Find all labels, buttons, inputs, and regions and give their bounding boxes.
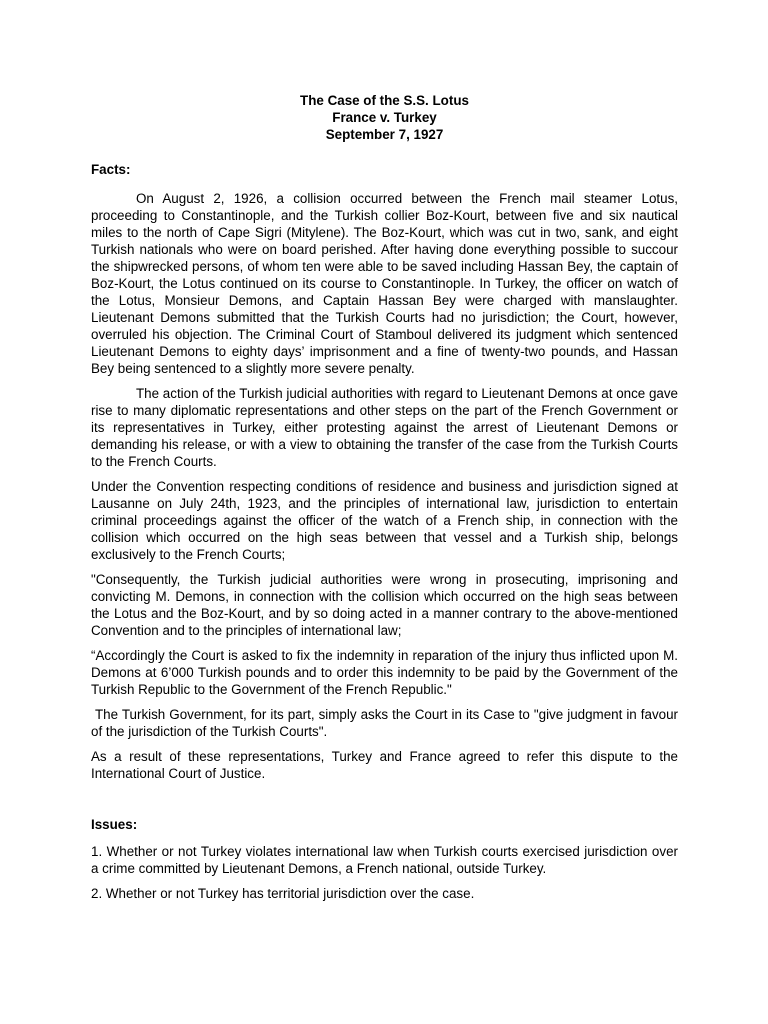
issue-item-2: 2. Whether or not Turkey has territorial jurisdiction over the case. bbox=[91, 886, 475, 901]
facts-paragraph-4: "Consequently, the Turkish judicial authorities were wrong in prosecuting, imprisoning and convicting M. Demons, in connection with the collision which occurred on the high seas between the Lotus and the Boz-Kourt, and by so doing acted in a manner contrary to the above-mentioned Convention and to the principles of international law; bbox=[91, 572, 678, 638]
facts-paragraph-5: “Accordingly the Court is asked to fix the indemnity in reparation of the injury thus inflicted upon M. Demons at 6’000 Turkish pounds and to order this indemnity to be paid by the Government of the Turkish Republic to the Government of the French Republic." bbox=[91, 648, 678, 697]
facts-paragraph-6: The Turkish Government, for its part, simply asks the Court in its Case to "give judgment in favour of the jurisdiction of the Turkish Courts". bbox=[91, 707, 678, 739]
case-date: September 7, 1927 bbox=[325, 127, 444, 142]
document-page bbox=[91, 92, 678, 902]
case-title-block bbox=[91, 92, 678, 143]
facts-paragraph-7: As a result of these representations, Turkey and France agreed to refer this dispute to the International Court of Justice. bbox=[91, 749, 678, 781]
facts-heading: Facts: bbox=[91, 162, 131, 177]
issue-item-1: 1. Whether or not Turkey violates international law when Turkish courts exercised jurisdiction over a crime committed by Lieutenant Demons, a French national, outside Turkey. bbox=[91, 844, 678, 876]
case-title: The Case of the S.S. Lotus bbox=[300, 93, 469, 108]
facts-paragraph-1: On August 2, 1926, a collision occurred between the French mail steamer Lotus, proceeding to Constantinople, and the Turkish collier Boz-Kourt, between five and six nautical miles to the north of Cape Sigri (Mitylene). The Boz-Kourt, which was cut in two, sank, and eight Turkish nationals who were on board perished. After having done everything possible to succour the shipwrecked persons, of whom ten were able to be saved including Hassan Bey, the captain of Boz-Kourt, the Lotus continued on its course to Constantinople. In Turkey, the officer on watch of the Lotus, Monsieur Demons, and Captain Hassan Bey were charged with manslaughter. Lieutenant Demons submitted that the Turkish Courts had no jurisdiction; the Court, however, overruled his objection. The Criminal Court of Stamboul delivered its judgment which sentenced Lieutenant Demons to eighty days’ imprisonment and a fine of twenty-two pounds, and Hassan Bey being sentenced to a slightly more severe penalty. bbox=[91, 191, 678, 376]
facts-paragraph-2: The action of the Turkish judicial authorities with regard to Lieutenant Demons at once gave rise to many diplomatic representations and other steps on the part of the French Government or its representatives in Turkey, either protesting against the arrest of Lieutenant Demons or demanding his release, or with a view to obtaining the transfer of the case from the Turkish Courts to the French Courts. bbox=[91, 386, 678, 469]
facts-paragraph-3: Under the Convention respecting conditions of residence and business and jurisdiction signed at Lausanne on July 24th, 1923, and the principles of international law, jurisdiction to entertain criminal proceedings against the officer of the watch of a French ship, in connection with the collision which occurred on the high seas between that vessel and a Turkish ship, belongs exclusively to the French Courts; bbox=[91, 479, 678, 562]
issues-heading: Issues: bbox=[91, 817, 138, 832]
case-parties: France v. Turkey bbox=[332, 110, 437, 125]
